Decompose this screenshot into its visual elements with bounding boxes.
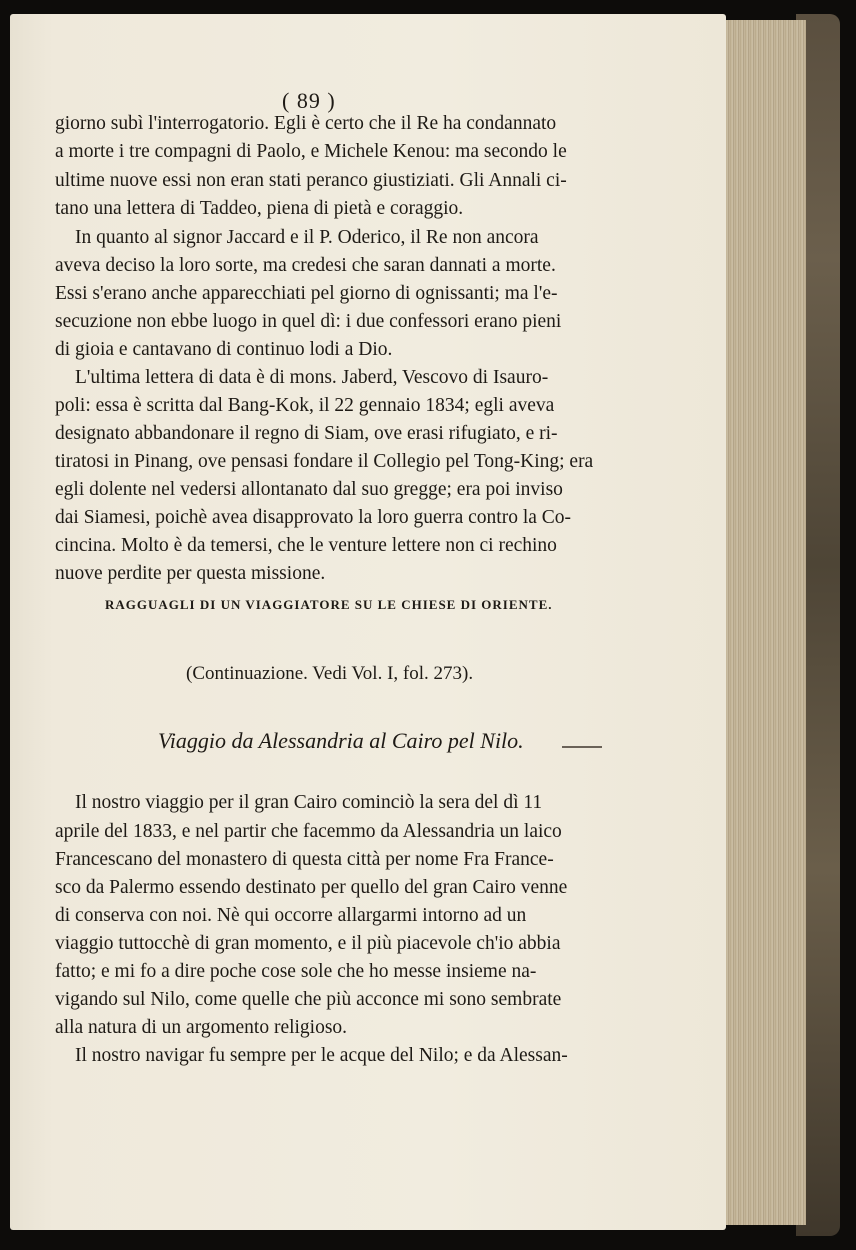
page-number: ( 89 ): [282, 88, 336, 113]
page-edges: [722, 20, 806, 1225]
decorative-rule: [562, 746, 602, 748]
text-line: Essi s'erano anche apparecchiati pel giorno di ognissanti; ma l'e-: [55, 283, 558, 304]
text-line: fatto; e mi fo a dire poche cose sole che ho messe insieme na-: [55, 961, 537, 982]
text-line: giorno subì l'interrogatorio. Egli è certo che il Re ha condannato: [55, 113, 557, 134]
section-heading: RAGGUAGLI DI UN VIAGGIATORE SU LE CHIESE DI ORIENTE.: [105, 597, 553, 612]
text-line: viaggio tuttocchè di gran momento, e il più piacevole ch'io abbia: [55, 933, 561, 954]
text-line: egli dolente nel vedersi allontanato dal suo gregge; era poi inviso: [55, 479, 563, 500]
text-line: di gioia e cantavano di continuo lodi a Dio.: [55, 339, 393, 360]
text-line: alla natura di un argomento religioso.: [55, 1017, 348, 1038]
text-line: dai Siamesi, poichè avea disapprovato la loro guerra contro la Co-: [55, 507, 572, 528]
text-line: aveva deciso la loro sorte, ma credesi che saran dannati a morte.: [55, 255, 556, 276]
text-line: secuzione non ebbe luogo in quel dì: i due confessori erano pieni: [55, 311, 562, 332]
text-line: tano una lettera di Taddeo, piena di pietà e coraggio.: [55, 198, 464, 219]
text-line: a morte i tre compagni di Paolo, e Michele Kenou: ma secondo le: [55, 141, 567, 162]
text-line: di conserva con noi. Nè qui occorre allargarmi intorno ad un: [55, 905, 527, 926]
text-line: designato abbandonare il regno di Siam, ove erasi rifugiato, e ri-: [55, 423, 558, 444]
text-line: Il nostro navigar fu sempre per le acque del Nilo; e da Alessan-: [75, 1045, 568, 1066]
text-line: Il nostro viaggio per il gran Cairo cominciò la sera del dì 11: [75, 792, 543, 813]
text-line: poli: essa è scritta dal Bang-Kok, il 22 gennaio 1834; egli aveva: [55, 395, 555, 416]
text-line: cincina. Molto è da temersi, che le venture lettere non ci rechino: [55, 535, 557, 556]
text-line: aprile del 1833, e nel partir che facemmo da Alessandria un laico: [55, 821, 562, 842]
text-line: ultime nuove essi non eran stati peranco giustiziati. Gli Annali ci-: [55, 170, 567, 191]
continuation-note: (Continuazione. Vedi Vol. I, fol. 273).: [186, 663, 474, 684]
section-title: Viaggio da Alessandria al Cairo pel Nilo.: [158, 728, 524, 753]
text-line: nuove perdite per questa missione.: [55, 563, 326, 584]
text-line: L'ultima lettera di data è di mons. Jaberd, Vescovo di Isauro-: [75, 367, 549, 388]
text-line: In quanto al signor Jaccard e il P. Oderico, il Re non ancora: [75, 227, 539, 248]
text-line: vigando sul Nilo, come quelle che più acconce mi sono sembrate: [55, 989, 562, 1010]
text-line: Francescano del monastero di questa città per nome Fra France-: [55, 849, 554, 870]
text-line: tiratosi in Pinang, ove pensasi fondare il Collegio pel Tong-King; era: [55, 451, 594, 472]
text-line: sco da Palermo essendo destinato per quello del gran Cairo venne: [55, 877, 568, 898]
